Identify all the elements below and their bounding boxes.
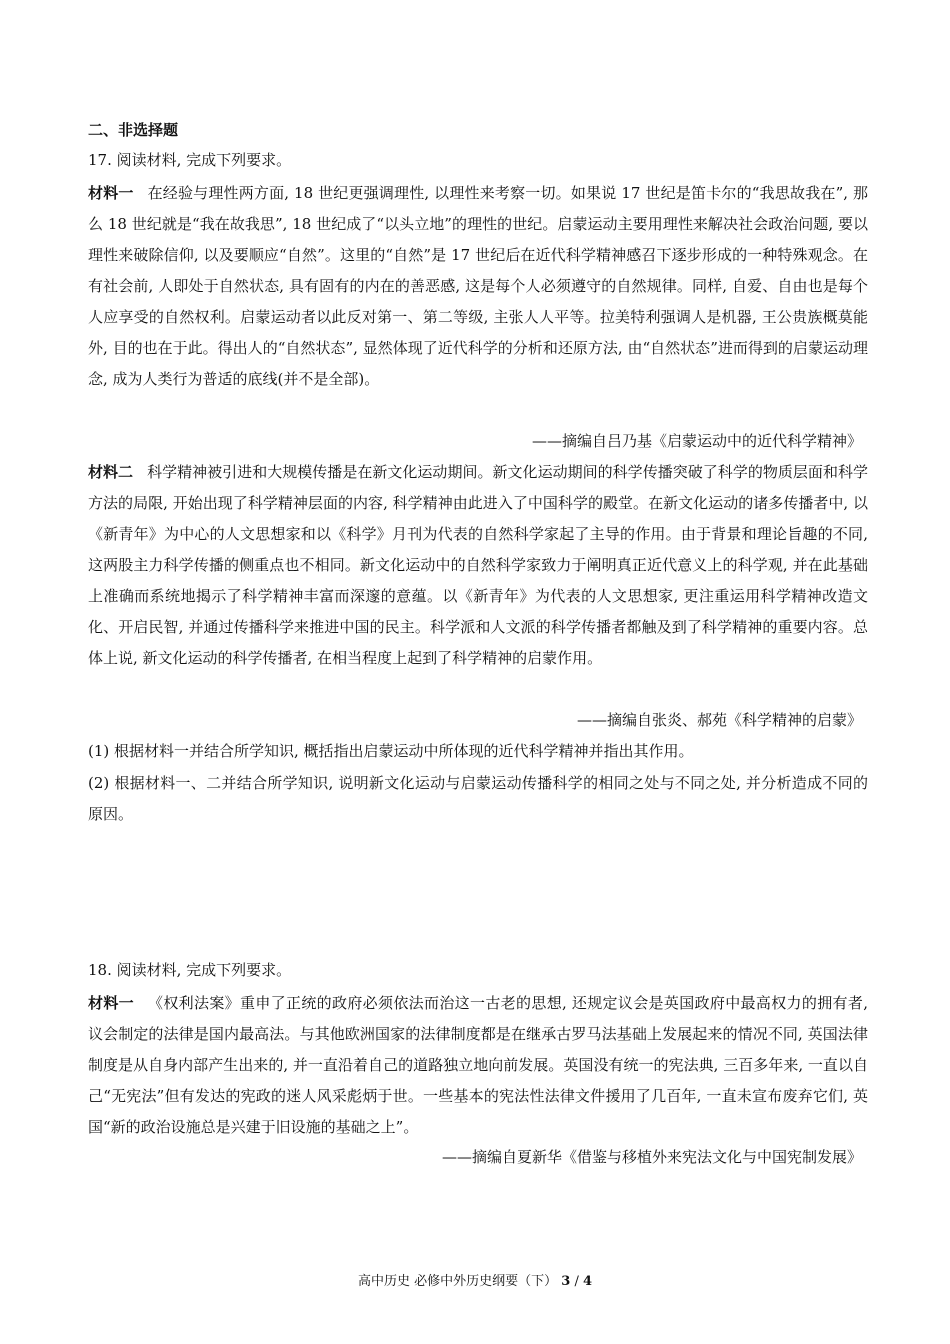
q18-material-1 [88, 988, 868, 1143]
footer-course: 高中历史 必修中外历史纲要（下） [357, 1274, 558, 1289]
q17-material-1 [88, 178, 868, 395]
footer-page-separator: / [574, 1274, 579, 1289]
footer-page-number: 3 [561, 1274, 571, 1289]
q18-material-1-source: ——摘编自夏新华《借鉴与移植外来宪法文化与中国宪制发展》 [441, 1148, 862, 1166]
footer-page-total: 4 [582, 1274, 593, 1289]
q17-material-2-label: 材料二 [88, 463, 134, 481]
q18-material-1-text: 《权利法案》重申了正统的政府必须依法而治这一古老的思想, 还规定议会是英国政府中最高权力的拥有者, 议会制定的法律是国内最高法。与其他欧洲国家的法律制度都是在继承古罗马法基础上发展起来的情况不同, 英国法律制度是从自身内部产生出来的, 并一直沿着自己的道路独立地向前发展。英国没有统一的宪法典, 三百多年来, 一直以自己“无宪法”但有发达的宪政的迷人风采彪炳于世。一些基本的宪法性法律文件援用了几百年, 一直未宣布废弃它们, 英国“新的政治设施总是兴建于旧设施的基础之上”。 [88, 994, 868, 1136]
q17-material-2 [88, 457, 868, 674]
q17-material-2-text: 科学精神被引进和大规模传播是在新文化运动期间。新文化运动期间的科学传播突破了科学的物质层面和科学方法的局限, 开始出现了科学精神层面的内容, 科学精神由此进入了中国科学的殿堂。在新文化运动的诸多传播者中, 以《新青年》为中心的人文思想家和以《科学》月刊为代表的自然科学家起了主导的作用。由于背景和理论旨趣的不同, 这两股主力科学传播的侧重点也不相同。新文化运动中的自然科学家致力于阐明真正近代意义上的科学观, 并在此基础上准确而系统地揭示了科学精神丰富而深邃的意蕴。以《新青年》为代表的人文思想家, 更注重运用科学精神改造文化、开启民智, 并通过传播科学来推进中国的民主。科学派和人文派的科学传播者都触及到了科学精神的重要内容。总体上说, 新文化运动的科学传播者, 在相当程度上起到了科学精神的启蒙作用。 [88, 463, 868, 667]
question-18-title: 18. 阅读材料, 完成下列要求。 [88, 961, 292, 979]
q17-material-1-label: 材料一 [88, 184, 134, 202]
page-footer [0, 1273, 950, 1291]
q17-material-1-text: 在经验与理性两方面, 18 世纪更强调理性, 以理性来考察一切。如果说 17 世纪是笛卡尔的“我思故我在”, 那么 18 世纪就是“我在故我思”, 18 世纪成了“以头立地”的理性的世纪。启蒙运动主要用理性来解决社会政治问题, 要以理性来破除信仰, 以及要顺应“自然”。这里的“自然”是 17 世纪后在近代科学精神感召下逐步形成的一种特殊观念。在有社会前, 人即处于自然状态, 具有固有的内在的善恶感, 这是每个人必须遵守的自然规律。同样, 自爱、自由也是每个人应享受的自然权利。启蒙运动者以此反对第一、第二等级, 主张人人平等。拉美特利强调人是机器, 王公贵族概莫能外, 目的也在于此。得出人的“自然状态”, 显然体现了近代科学的分析和还原方法, 由“自然状态”进而得到的启蒙运动理念, 成为人类行为普适的底线(并不是全部)。 [88, 184, 868, 388]
question-17-title: 17. 阅读材料, 完成下列要求。 [88, 151, 292, 169]
q17-material-2-source: ——摘编自张炎、郝苑《科学精神的启蒙》 [576, 711, 862, 729]
q17-material-1-source: ——摘编自吕乃基《启蒙运动中的近代科学精神》 [531, 432, 862, 450]
q17-subquestion-2: (2) 根据材料一、二并结合所学知识, 说明新文化运动与启蒙运动传播科学的相同之处与不同之处, 并分析造成不同的原因。 [88, 774, 868, 823]
q17-subquestion-1: (1) 根据材料一并结合所学知识, 概括指出启蒙运动中所体现的近代科学精神并指出其作用。 [88, 742, 694, 760]
section-title: 二、非选择题 [88, 121, 179, 139]
q18-material-1-label: 材料一 [88, 994, 135, 1012]
